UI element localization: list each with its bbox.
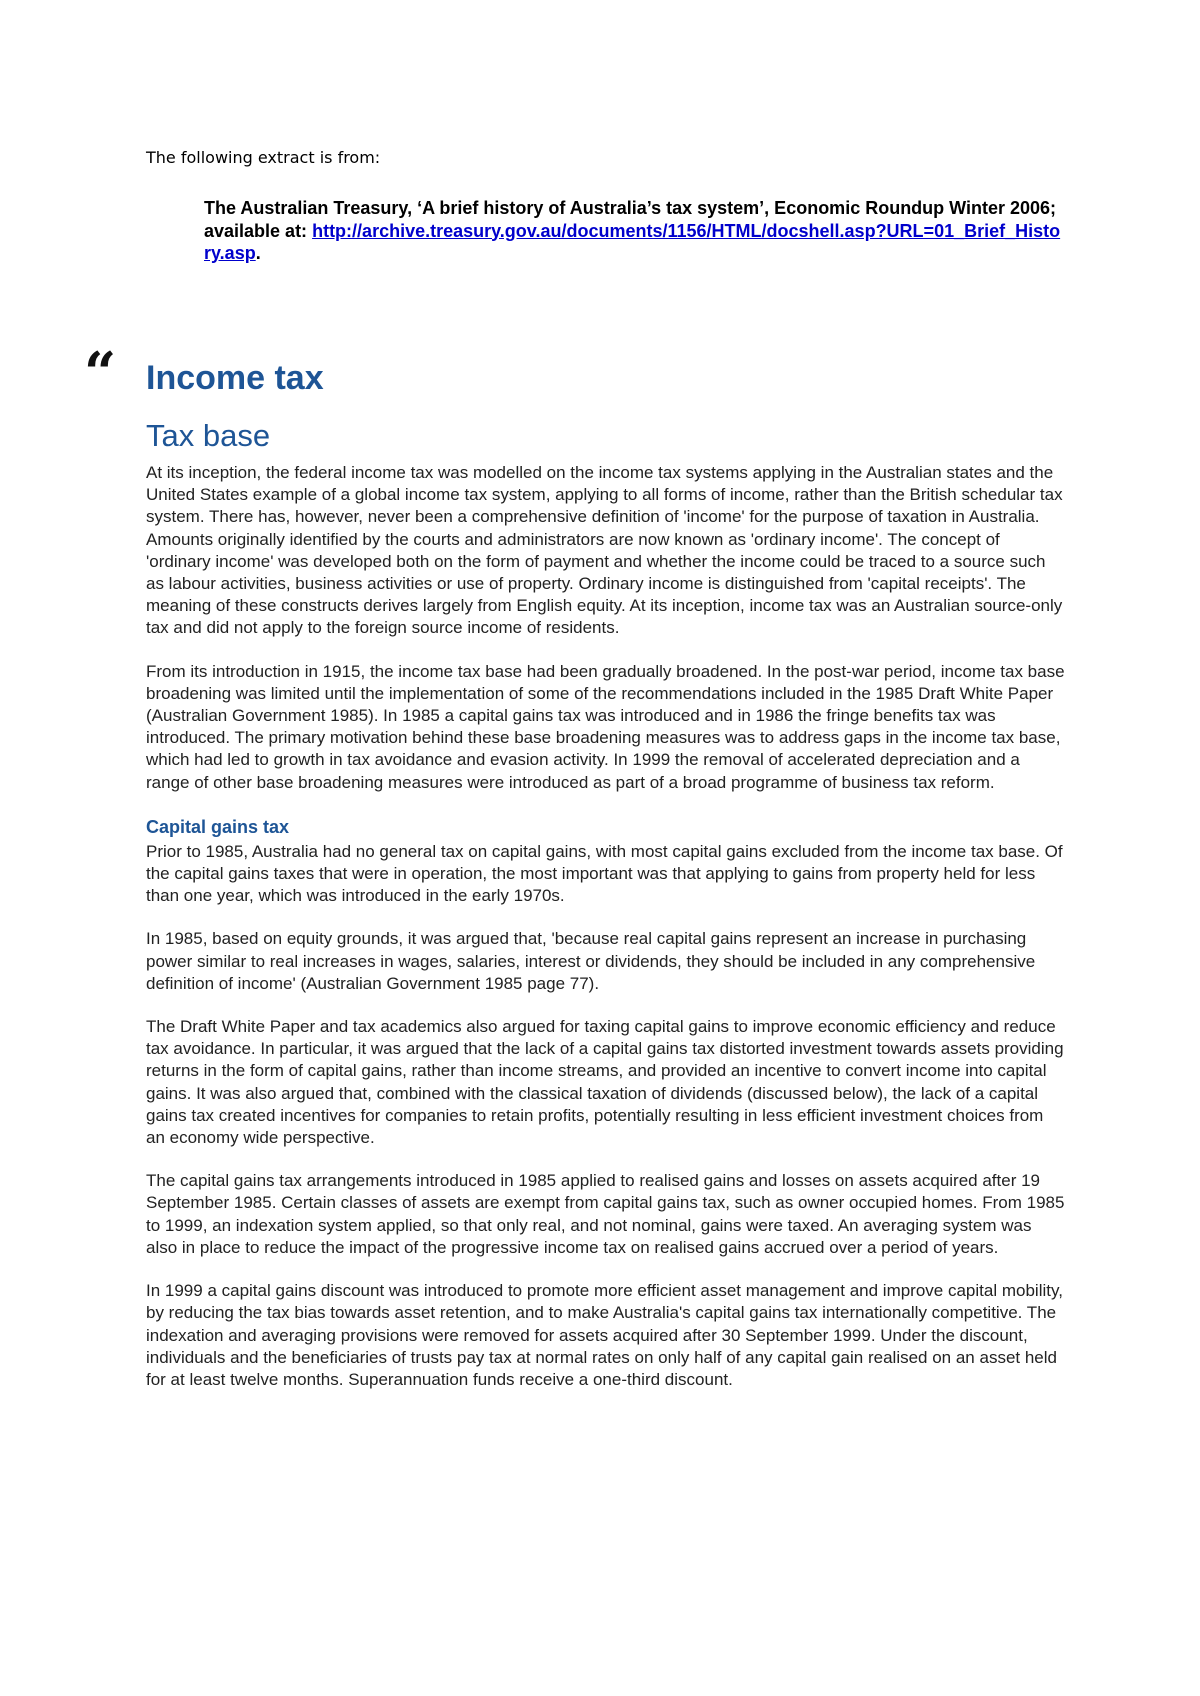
citation-block [204,197,1066,265]
intro-line: The following extract is from: [146,148,381,167]
paragraph: The capital gains tax arrangements introduced in 1985 applied to realised gains and losses on assets acquired after 19 September 1985. Certain classes of assets are exempt from capital gains tax, such as owner occupied homes. From 1985 to 1999, an indexation system applied, so that only real, and not nominal, gains were taxed. An averaging system was also in place to reduce the impact of the progressive income tax on realised gains accrued over a period of years. [146,1171,1065,1257]
paragraph: From its introduction in 1915, the income tax base had been gradually broadened. In the post-war period, income tax base broadening was limited until the implementation of some of the recommendations included in the 1985 Draft White Paper (Australian Government 1985). In 1985 a capital gains tax was introduced and in 1986 the fringe benefits tax was introduced. The primary motivation behind these base broadening measures was to address gaps in the income tax base, which had led to growth in tax avoidance and evasion activity. In 1999 the removal of accelerated depreciation and a range of other base broadening measures were introduced as part of a broad programme of business tax reform. [146,661,1065,792]
article-body [146,358,1066,1412]
subsection-heading: Capital gains tax [146,816,290,837]
paragraph: In 1999 a capital gains discount was introduced to promote more efficient asset management and improve capital mobility, by reducing the tax bias towards asset retention, and to make Australia's capital gains tax internationally competitive. The indexation and averaging provisions were removed for assets acquired after 30 September 1999. Under the discount, individuals and the beneficiaries of trusts pay tax at normal rates on only half of any capital gain realised on an asset held for at least twelve months. Superannuation funds receive a one-third discount. [146,1281,1063,1389]
paragraph: In 1985, based on equity grounds, it was argued that, 'because real capital gains represent an increase in purchasing power similar to real increases in wages, salaries, interest or dividends, they should be included in any comprehensive definition of income' (Australian Government 1985 page 77). [146,929,1036,993]
paragraph: Prior to 1985, Australia had no general tax on capital gains, with most capital gains excluded from the income tax base. Of the capital gains taxes that were in operation, the most important was that applying to gains from property held for less than one year, which was introduced in the early 1970s. [146,841,1063,906]
citation-link[interactable]: http://archive.treasury.gov.au/documents/1156/HTML/docshell.asp?URL=01_Brief_History.asp [204,220,1061,263]
quote-mark-icon: “ [84,340,117,406]
paragraph: The Draft White Paper and tax academics also argued for taxing capital gains to improve economic efficiency and reduce tax avoidance. In particular, it was argued that the lack of a capital gains tax distorted investment towards assets providing returns in the form of capital gains, rather than income streams, and provided an incentive to convert income into capital gains. It was also argued that, combined with the classical taxation of dividends (discussed below), the lack of a capital gains tax created incentives for companies to retain profits, potentially resulting in less efficient investment choices from an economy wide perspective. [146,1017,1064,1148]
citation-text: The Australian Treasury, ‘A brief history of Australia’s tax system’, Economic Roundup Winter 2006; available at: [204,198,1057,241]
article-title: Income tax [146,359,324,397]
paragraph: At its inception, the federal income tax was modelled on the income tax systems applying in the Australian states and the United States example of a global income tax system, applying to all forms of income, rather than the British schedular tax system. There has, however, never been a comprehensive definition of 'income' for the purpose of taxation in Australia. Amounts originally identified by the courts and administrators are now known as 'ordinary income'. The concept of 'ordinary income' was developed both on the form of payment and whether the income could be traced to a source such as labour activities, business activities or use of property. Ordinary income is distinguished from 'capital receipts'. The meaning of these constructs derives largely from English equity. At its inception, income tax was an Australian source-only tax and did not apply to the foreign source income of residents. [146,463,1063,638]
section-heading: Tax base [146,418,271,453]
citation-trailing: . [255,243,261,263]
